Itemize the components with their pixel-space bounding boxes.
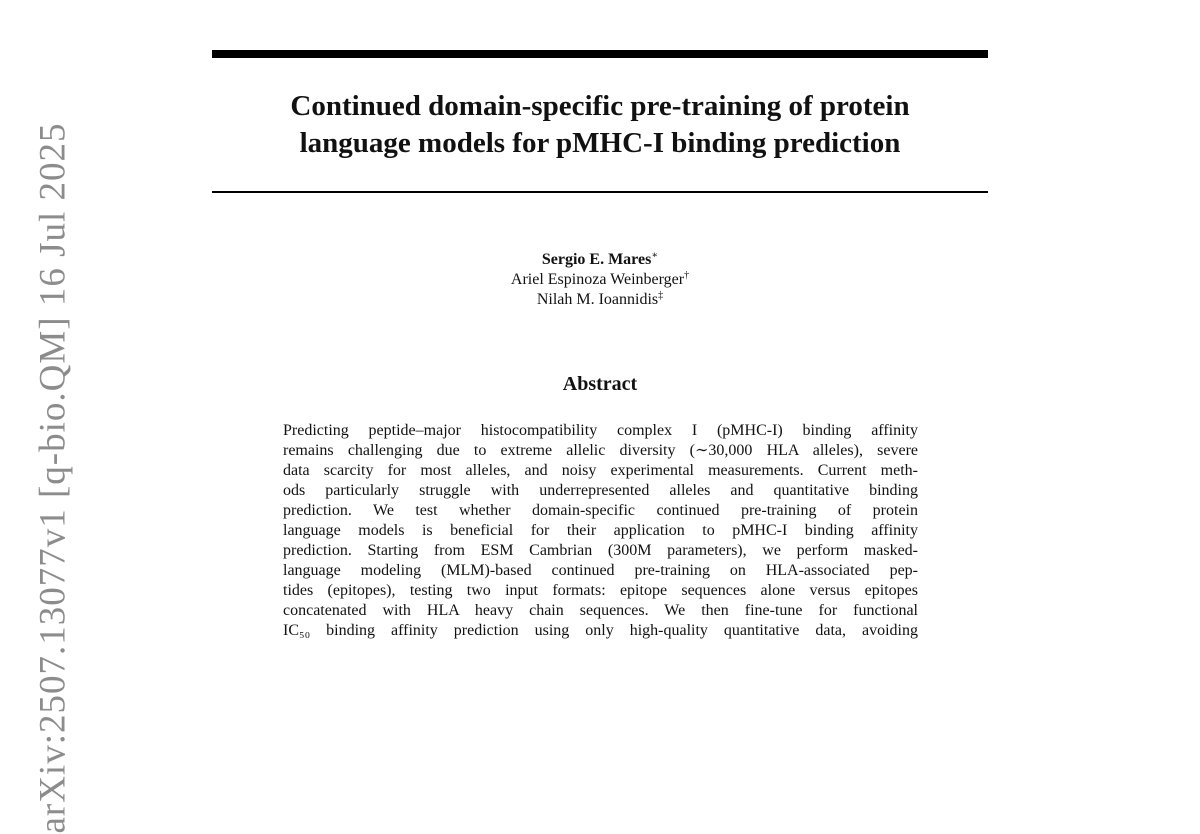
author-name: Ariel Espinoza Weinberger	[510, 271, 685, 288]
abstract-line: prediction. Starting from ESM Cambrian (300M parameters), we perform masked-	[283, 542, 918, 559]
abstract-body	[283, 421, 918, 641]
abstract-line: ods particularly struggle with underrepresented alleles and quantitative binding	[283, 482, 918, 499]
abstract-line: prediction. We test whether domain-specific continued pre-training of protein	[283, 502, 918, 519]
abstract-line: tides (epitopes), testing two input formats: epitope sequences alone versus epitopes	[283, 582, 918, 599]
title-bottom-rule	[212, 191, 988, 193]
abstract-line: language modeling (MLM)-based continued pre-training on HLA-associated pep-	[283, 562, 918, 579]
author-entry	[212, 250, 988, 270]
abstract-line: Predicting peptide–major histocompatibility complex I (pMHC-I) binding affinity	[283, 422, 918, 439]
author-block	[212, 250, 988, 310]
author-entry	[212, 270, 988, 290]
abstract-heading: Abstract	[562, 373, 638, 395]
author-footnote-mark: †	[684, 270, 690, 281]
abstract-line: remains challenging due to extreme allelic diversity (∼30,000 HLA alleles), severe	[283, 442, 918, 459]
author-footnote-mark: ∗	[651, 250, 659, 261]
paper-title	[212, 88, 988, 162]
title-line: language models for pMHC-I binding prediction	[299, 127, 901, 159]
author-name: Nilah M. Ioannidis	[536, 291, 659, 308]
title-top-rule	[212, 50, 988, 58]
title-line: Continued domain-specific pre-training of protein	[290, 90, 910, 122]
abstract-line: language models is beneficial for their application to pMHC-I binding affinity	[283, 522, 918, 539]
author-footnote-mark: ‡	[658, 290, 664, 301]
abstract-line: concatenated with HLA heavy chain sequences. We then fine-tune for functional	[283, 602, 918, 619]
abstract-line: data scarcity for most alleles, and noisy experimental measurements. Current meth-	[283, 462, 918, 479]
author-name: Sergio E. Mares	[541, 251, 652, 268]
abstract-line: IC₅₀ binding affinity prediction using only high-quality quantitative data, avoiding	[283, 622, 918, 639]
arxiv-identifier-stamp: arXiv:2507.13077v1 [q-bio.QM] 16 Jul 2025	[32, 122, 74, 834]
author-entry	[212, 290, 988, 310]
